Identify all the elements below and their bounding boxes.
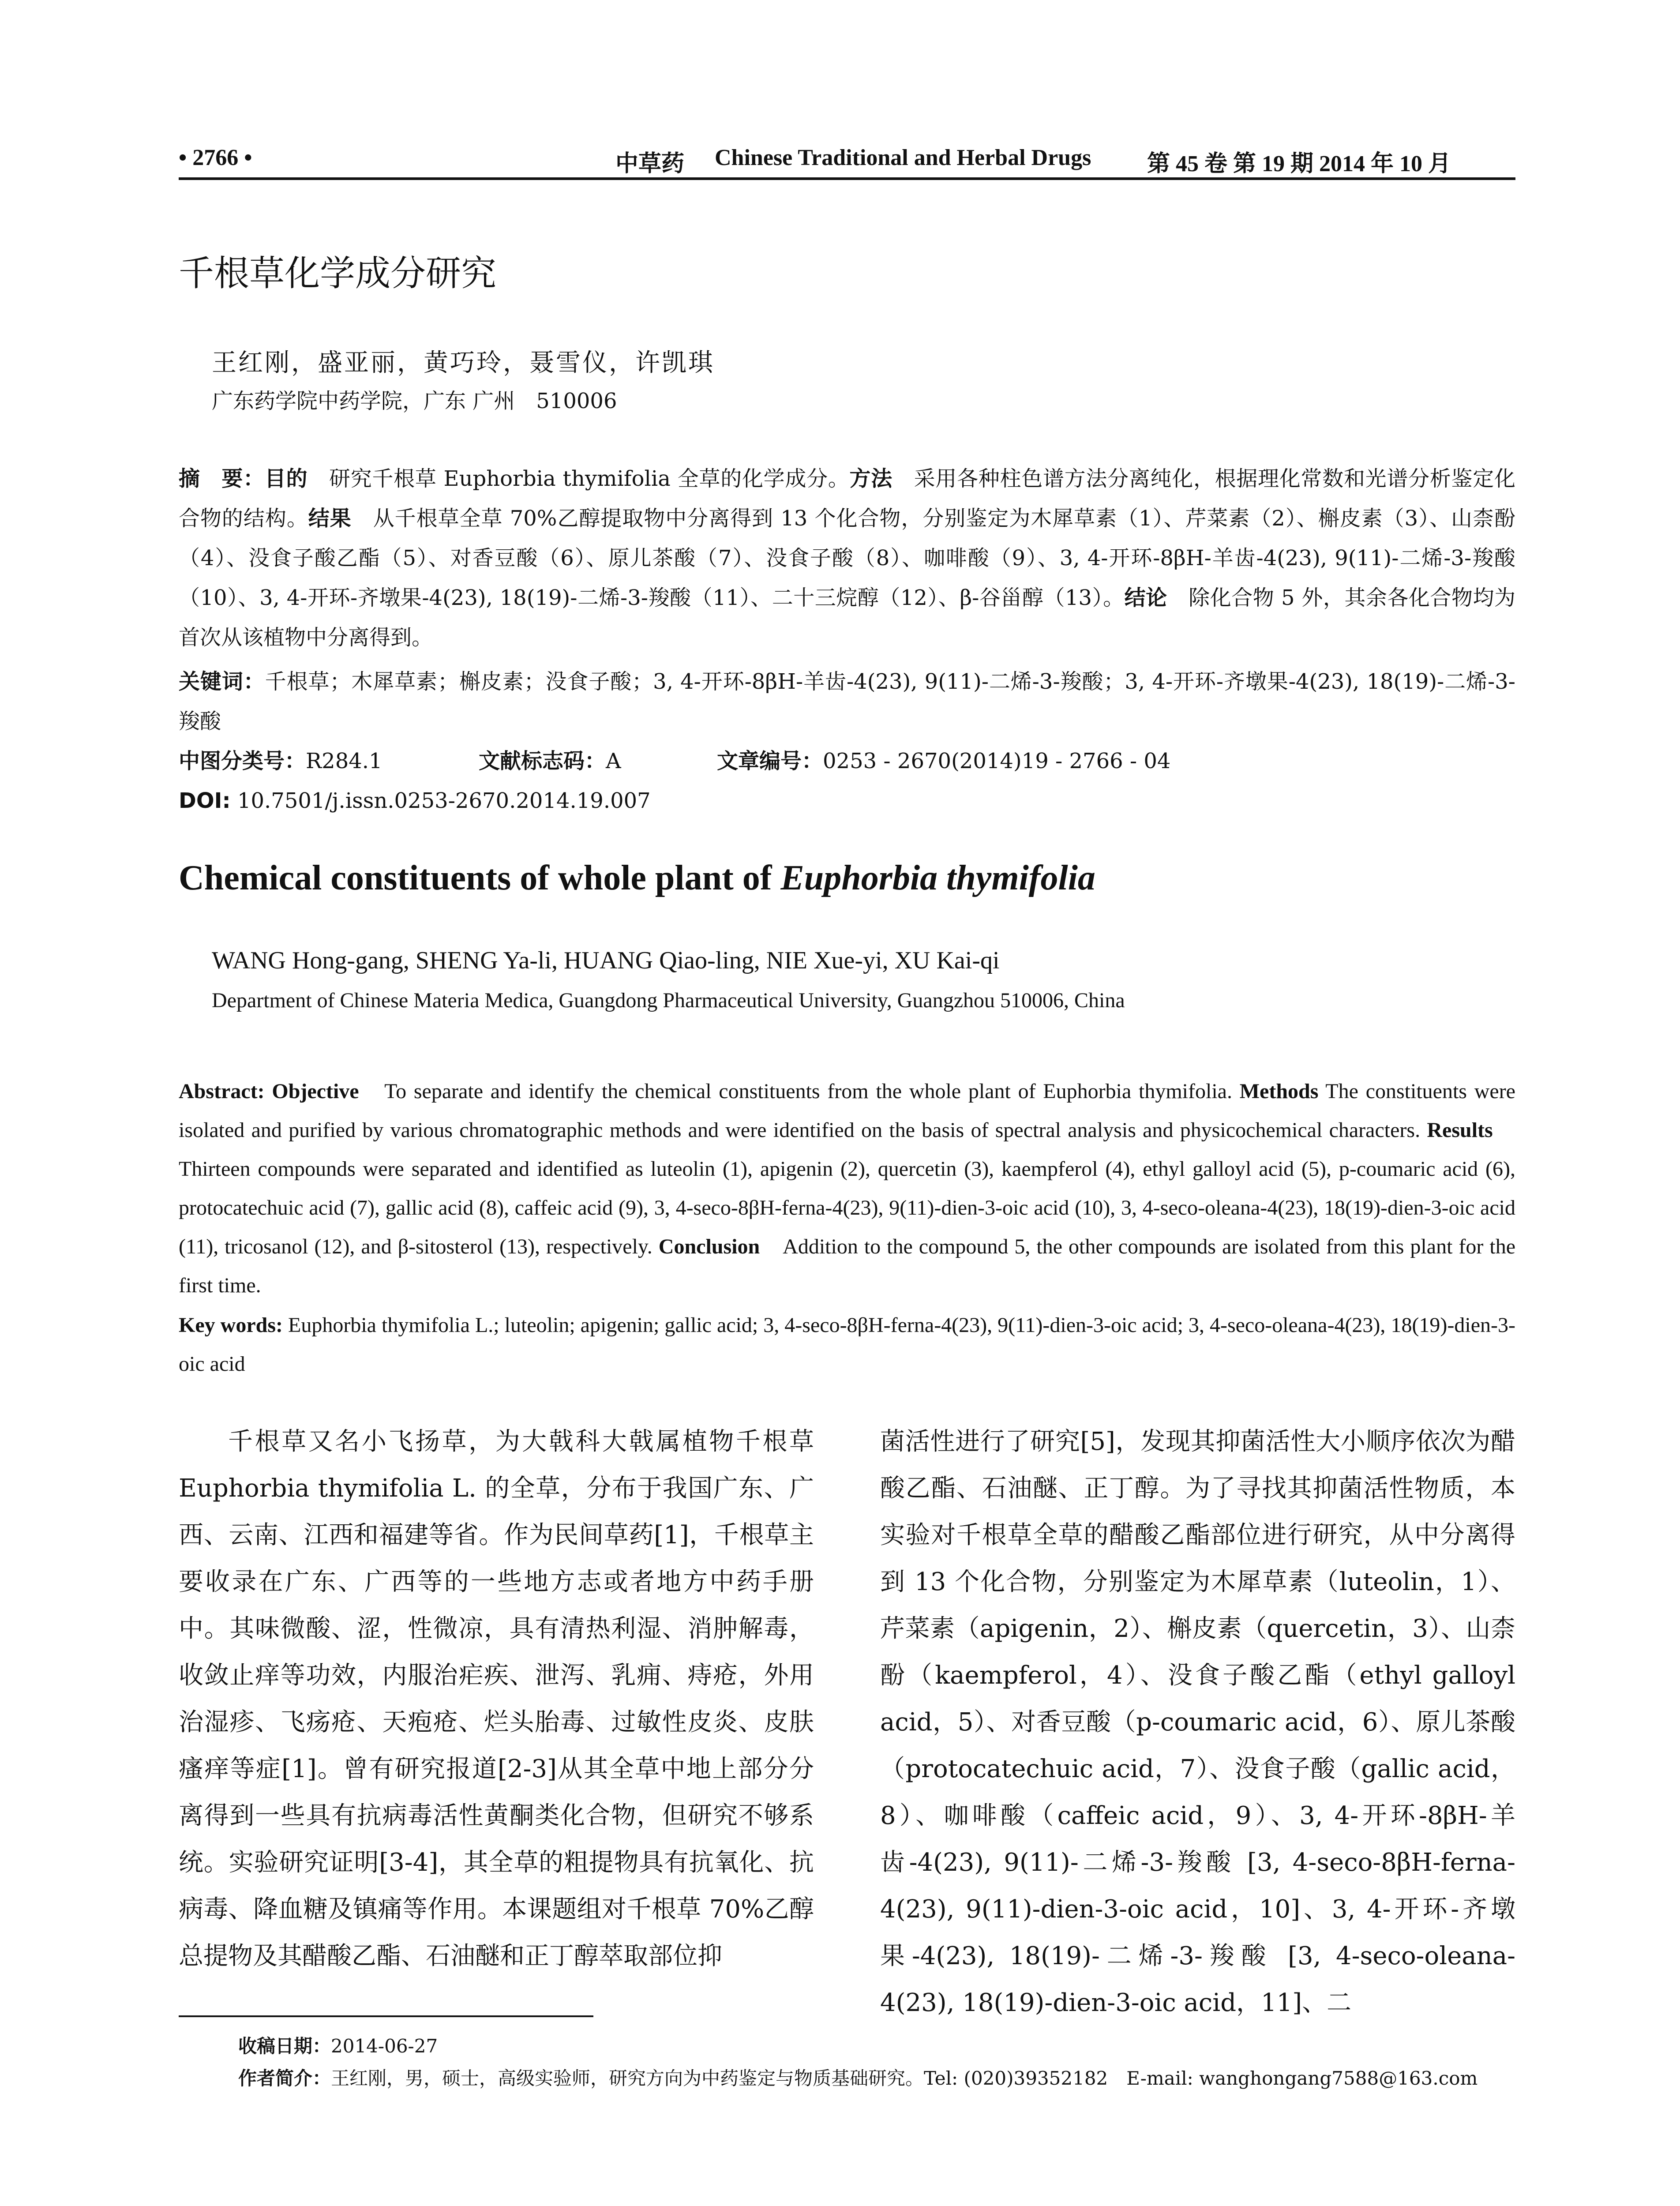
classification-line [179, 741, 1515, 781]
body-column-left: 千根草又名小飞扬草，为大戟科大戟属植物千根草 Euphorbia thymifolia L. 的全草，分布于我国广东、广西、云南、江西和福建等省。作为民间草药[1]，千根草主要收录在广东、广西等的一些地方志或者地方中药手册中。其味微酸、涩，性微凉，具有清热利湿、消肿解毒，收敛止痒等功效，内服治疟疾、泄泻、乳痈、痔疮，外用治湿疹、飞疡疮、天疱疮、烂头胎毒、过敏性皮炎、皮肤瘙痒等症[1]。曾有研究报道[2-3]从其全草中地上部分分离得到一些具有抗病毒活性黄酮类化合物，但研究不够系统。实验研究证明[3-4]，其全草的粗提物具有抗氧化、抗病毒、降血糖及镇痛等作用。本课题组对千根草 70%乙醇总提物及其醋酸乙酯、石油醚和正丁醇萃取部位抑 [179, 1427, 814, 1970]
keywords-label: 关键词： [179, 669, 265, 694]
conclusion-label: 结论 [1124, 585, 1167, 610]
doc-code-label: 文献标志码： [479, 749, 606, 773]
methods-label: 方法 [849, 466, 892, 491]
abstract-en-methods-label: Methods [1239, 1080, 1319, 1103]
doi-line [179, 781, 1515, 821]
header-rule [179, 177, 1515, 180]
authors-en: WANG Hong-gang, SHENG Ya-li, HUANG Qiao-ling, NIE Xue-yi, XU Kai-qi [212, 947, 1000, 974]
footnote-author [238, 2064, 1515, 2090]
clc-value: R284.1 [306, 749, 382, 773]
keywords-text: 千根草；木犀草素；槲皮素；没食子酸；3, 4-开环-8βH-羊齿-4(23), 9(11)-二烯-3-羧酸；3, 4-开环-齐墩果-4(23), 18(19)-二烯-3-羧酸 [179, 669, 1515, 734]
doi-label: DOI: [179, 788, 231, 813]
page-title-en [179, 858, 1095, 898]
abstract-en-label: Abstract: Objective [179, 1080, 359, 1103]
doi-value: 10.7501/j.issn.0253-2670.2014.19.007 [230, 788, 651, 813]
running-header [179, 140, 1515, 180]
keywords-en-label: Key words: [179, 1313, 283, 1337]
abstract-en-objective: To separate and identify the chemical constituents from the whole plant of Euphorbia thymifolia. [359, 1080, 1240, 1103]
objective-text: 研究千根草 Euphorbia thymifolia 全草的化学成分。 [308, 466, 850, 491]
received-date: 2014-06-27 [331, 2035, 438, 2057]
keywords-en [179, 1306, 1515, 1384]
author-bio: 王红刚，男，硕士，高级实验师，研究方向为中药鉴定与物质基础研究。Tel: (020)39352182 E-mail: wanghongang7588@163.com [331, 2067, 1478, 2089]
title-en-species: Euphorbia thymifolia [780, 859, 1095, 897]
abstract-en [179, 1072, 1515, 1305]
received-label: 收稿日期： [238, 2035, 331, 2057]
affiliation-en: Department of Chinese Materia Medica, Guangdong Pharmaceutical University, Guangzhou 510006, China [212, 989, 1125, 1012]
page-title-cn: 千根草化学成分研究 [179, 253, 496, 294]
abstract-en-results-label: Results [1427, 1118, 1493, 1142]
title-en-prefix: Chemical constituents of whole plant of [179, 859, 781, 897]
keywords-en-text: Euphorbia thymifolia L.; luteolin; apigenin; gallic acid; 3, 4-seco-8βH-ferna-4(23), 9(11)-dien-3-oic acid; 3, 4-seco-oleana-4(23), 18(19)-dien-3-oic acid [179, 1313, 1516, 1376]
results-text: 从千根草全草 70%乙醇提取物中分离得到 13 个化合物，分别鉴定为木犀草素（1）、芹菜素（2）、槲皮素（3）、山柰酚（4）、没食子酸乙酯（5）、对香豆酸（6）、原儿茶酸（7）、没食子酸（8）、咖啡酸（9）、3, 4-开环-8βH-羊齿-4(23), 9(11)-二烯-3-羧酸（10）、3, 4-开环-齐墩果-4(23), 18(19)-二烯-3-羧酸（11）、二十三烷醇（12）、β-谷甾醇（13）。 [179, 506, 1515, 610]
methods-text: 采用各种柱色谱方法分离纯化，根据理化常数和光谱分析鉴定化合物的结构。 [179, 466, 1515, 531]
conclusion-text: 除化合物 5 外，其余各化合物均为首次从该植物中分离得到。 [179, 585, 1515, 650]
article-number-label: 文章编号： [717, 749, 823, 773]
abstract-en-methods: The constituents were isolated and purified by various chromatographic methods and were identified on the basis of spectral analysis and physicochemical characters. [179, 1080, 1515, 1142]
objective-label: 目的 [264, 466, 308, 491]
abstract-en-conclusion: Addition to the compound 5, the other compounds are isolated from this plant for the first time. [179, 1235, 1515, 1297]
abstract-en-results: Thirteen compounds were separated and identified as luteolin (1), apigenin (2), quercetin (3), kaempferol (4), ethyl galloyl acid (5), p-coumaric acid (6), protocatechuic acid (7), gallic acid (8), caffeic acid (9), 3, 4-seco-8βH-ferna-4(23), 9(11)-dien-3-oic acid (10), 3, 4-seco-oleana-4(23), 18(19)-dien-3-oic acid (11), tricosanol (12), and β-sitosterol (13), respectively. [179, 1118, 1515, 1258]
affiliation-cn: 广东药学院中药学院，广东 广州 510006 [212, 389, 617, 413]
page-number: • 2766 • [179, 145, 252, 170]
authors-cn: 王红刚，盛亚丽，黄巧玲，聂雪仪，许凯琪 [212, 349, 715, 377]
abstract-en-conclusion-label: Conclusion [658, 1235, 760, 1258]
author-bio-label: 作者简介： [238, 2067, 331, 2089]
results-label: 结果 [308, 506, 352, 531]
abstract-label: 摘 要： [179, 466, 265, 491]
footnote-received [238, 2032, 1515, 2058]
abstract-cn [179, 459, 1515, 657]
keywords-cn [179, 662, 1515, 741]
journal-name-en: Chinese Traditional and Herbal Drugs [715, 145, 1091, 170]
clc-label: 中图分类号： [179, 749, 306, 773]
body-column-right: 菌活性进行了研究[5]，发现其抑菌活性大小顺序依次为醋酸乙酯、石油醚、正丁醇。为了寻找其抑菌活性物质，本实验对千根草全草的醋酸乙酯部位进行研究，从中分离得到 13 个化合物，分别鉴定为木犀草素（luteolin，1）、芹菜素（apigenin，2）、槲皮素（quercetin，3）、山柰酚（kaempferol，4）、没食子酸乙酯（ethyl galloyl acid，5）、对香豆酸（p-coumaric acid，6）、原儿茶酸（protocatechuic acid，7）、没食子酸（gallic acid，8）、咖啡酸（caffeic acid，9）、3, 4-开环-8βH-羊齿-4(23), 9(11)-二烯-3-羧酸 [3, 4-seco-8βH-ferna-4(23), 9(11)-dien-3-oic acid，10]、3, 4-开环-齐墩果-4(23), 18(19)-二烯-3-羧酸 [3, 4-seco-oleana-4(23), 18(19)-dien-3-oic acid，11]、二 [880, 1427, 1515, 2017]
journal-name-cn: 中草药 [615, 151, 685, 176]
footnote-rule [179, 2015, 593, 2017]
article-number-value: 0253 - 2670(2014)19 - 2766 - 04 [823, 749, 1171, 773]
doc-code-value: A [606, 749, 621, 773]
issue-info: 第 45 卷 第 19 期 2014 年 10 月 [1147, 151, 1451, 176]
